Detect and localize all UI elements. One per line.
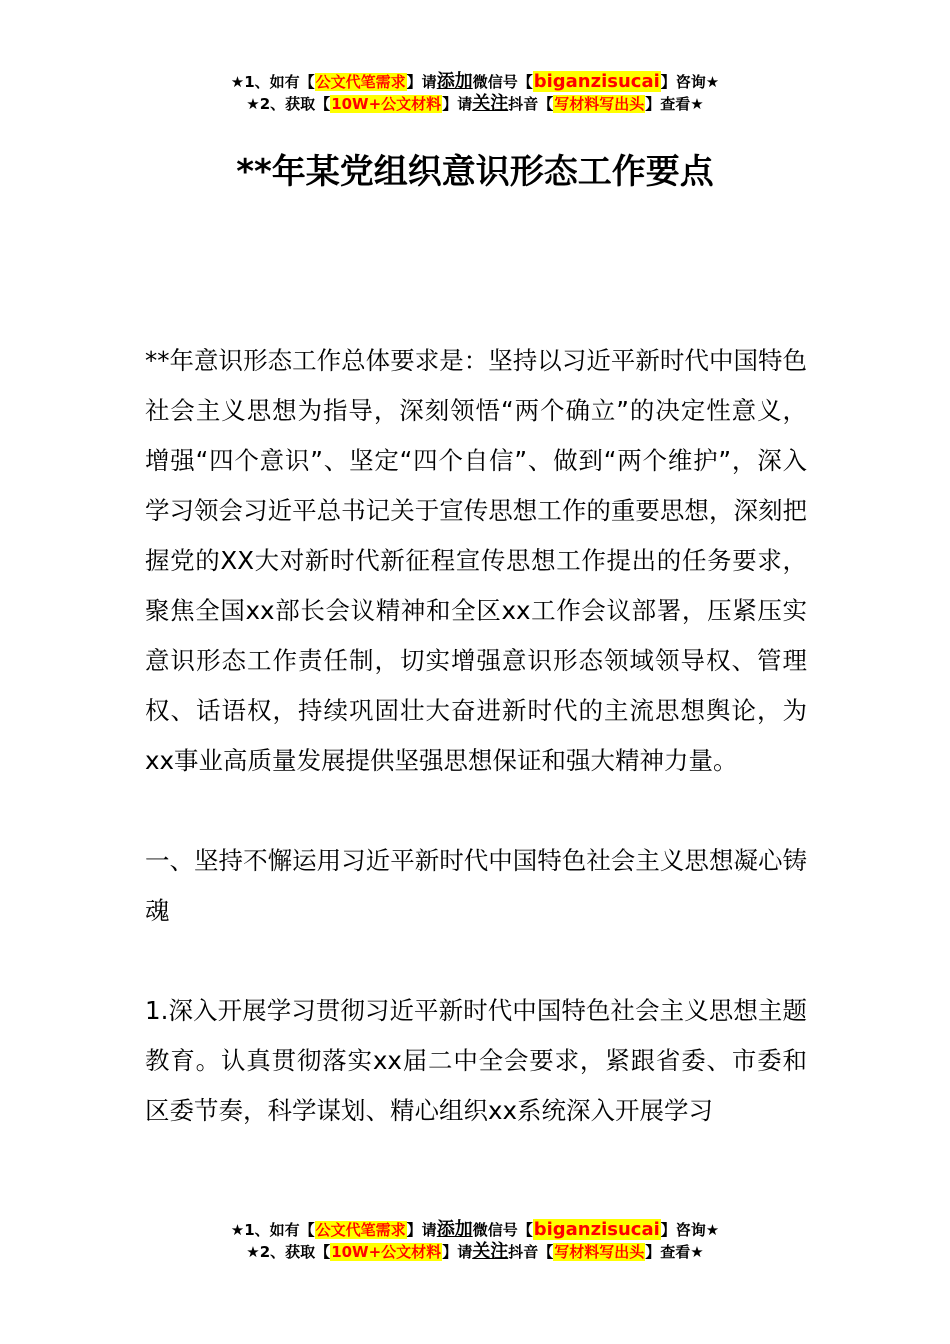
section-heading: 一、坚持不懈运用习近平新时代中国特色社会主义思想凝心铸魂 [145,846,807,925]
banner-highlight: 10W+公文材料 [331,95,442,113]
banner-highlight: biganzisucai [533,1219,660,1240]
banner-text: 抖音【 [508,95,554,113]
intro-paragraph: **年意识形态工作总体要求是：坚持以习近平新时代中国特色社会主义思想为指导，深刻领悟“两个确立”的决定性意义，增强“四个意识”、坚定“四个自信”、做到“两个维护”，深入学习领会习近平总书记关于宣传思想工作的重要思想，深刻把握党的XX大对新时代新征程宣传思想工作提出的任务要求，聚焦全国xx部长会议精神和全区xx工作会议部署，压紧压实意识形态工作责任制，切实增强意识形态领域领导权、管理权、话语权，持续巩固壮大奋进新时代的主流思想舆论，为xx事业高质量发展提供坚强思想保证和强大精神力量。 [145,346,807,775]
banner-emphasis: 关注 [472,93,509,114]
banner-text: 】请 [406,73,437,91]
banner-text: 】请 [406,1221,437,1239]
document-title: **年某党组织意识形态工作要点 [236,152,714,192]
banner-emphasis: 关注 [472,1241,509,1262]
banner-text: 】请 [442,1243,473,1261]
banner-emphasis: 添加 [436,71,473,92]
banner-text: 微信号【 [472,73,533,91]
footer-banner [0,1219,950,1263]
document-body [145,336,807,1136]
banner-line-1 [0,1219,950,1241]
banner-text: 微信号【 [472,1221,533,1239]
banner-highlight: 公文代笔需求 [315,73,406,91]
list-item: 1.深入开展学习贯彻习近平新时代中国特色社会主义思想主题教育。认真贯彻落实xx届二中全会要求，紧跟省委、市委和区委节奏，科学谋划、精心组织xx系统深入开展学习 [145,996,807,1125]
banner-highlight: 公文代笔需求 [315,1221,406,1239]
banner-line-2 [0,1241,950,1263]
banner-text: 】咨询★ [660,73,720,91]
banner-text: ★1、如有【 [230,73,315,91]
banner-line-2 [0,93,950,115]
banner-text: ★1、如有【 [230,1221,315,1239]
banner-text: ★2、获取【 [246,1243,331,1261]
banner-text: 】请 [442,95,473,113]
header-banner [0,71,950,115]
banner-text: 】咨询★ [660,1221,720,1239]
banner-line-1 [0,71,950,93]
banner-highlight: 写材料写出头 [554,1243,645,1261]
banner-text: 】查看★ [645,95,704,113]
banner-emphasis: 添加 [436,1219,473,1240]
banner-highlight: 10W+公文材料 [331,1243,442,1261]
banner-highlight: biganzisucai [533,71,660,92]
banner-text: 】查看★ [645,1243,704,1261]
banner-text: ★2、获取【 [246,95,331,113]
banner-text: 抖音【 [508,1243,554,1261]
banner-highlight: 写材料写出头 [554,95,645,113]
